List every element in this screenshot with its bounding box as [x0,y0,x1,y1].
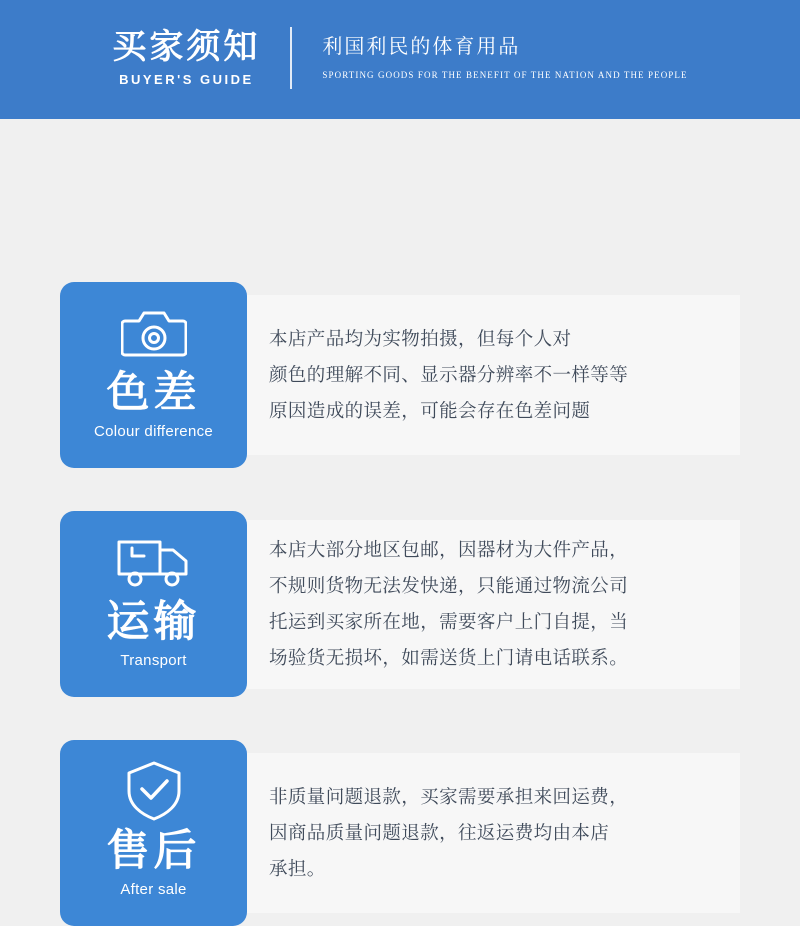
panel-after-sale [247,753,740,913]
page-subtitle: BUYER'S GUIDE [119,71,254,87]
shield-check-icon [124,762,184,820]
badge-title-cn: 色差 [106,369,201,417]
truck-icon [116,533,192,591]
text-line: 本店大部分地区包邮，因器材为大件产品， [269,539,629,560]
header-title-block [112,26,290,90]
section-colour-difference [60,282,740,468]
panel-transport [247,520,740,689]
badge-title-en: After sale [120,881,187,898]
slogan-english: SPORTING GOODS FOR THE BENEFIT OF THE NATION AND THE PEOPLE [322,69,688,80]
panel-text-transport [269,532,718,676]
badge-title-en: Colour difference [93,423,214,440]
badge-transport [60,511,247,697]
panel-colour-difference [247,295,740,455]
badge-after-sale [60,740,247,926]
section-after-sale [60,740,740,926]
camera-icon [121,304,187,362]
text-line: 颜色的理解不同、显示器分辨率不一样等等 [269,364,629,385]
slogan-chinese: 利国利民的体育用品 [322,35,521,58]
badge-colour-difference [60,282,247,468]
text-line: 非质量问题退款，买家需要承担来回运费， [269,786,629,807]
badge-title-cn: 售后 [106,827,201,875]
page-header [0,0,800,119]
text-line: 托运到买家所在地，需要客户上门自提，当 [269,611,629,632]
header-slogan-block [320,33,687,83]
text-line: 场验货无损坏，如需送货上门请电话联系。 [269,647,629,668]
text-line: 本店产品均为实物拍摄，但每个人对 [269,328,572,349]
text-line: 原因造成的误差，可能会存在色差问题 [269,400,591,421]
page-title: 买家须知 [112,27,261,66]
badge-title-cn: 运输 [106,598,201,646]
text-line: 不规则货物无法发快递，只能通过物流公司 [269,575,629,596]
header-divider [290,27,292,89]
panel-text-colour-difference [269,321,718,429]
text-line: 因商品质量问题退款，往返运费均由本店 [269,822,610,843]
badge-title-en: Transport [120,652,187,669]
panel-text-after-sale [269,779,718,887]
section-transport [60,511,740,697]
text-line: 承担。 [269,858,326,879]
